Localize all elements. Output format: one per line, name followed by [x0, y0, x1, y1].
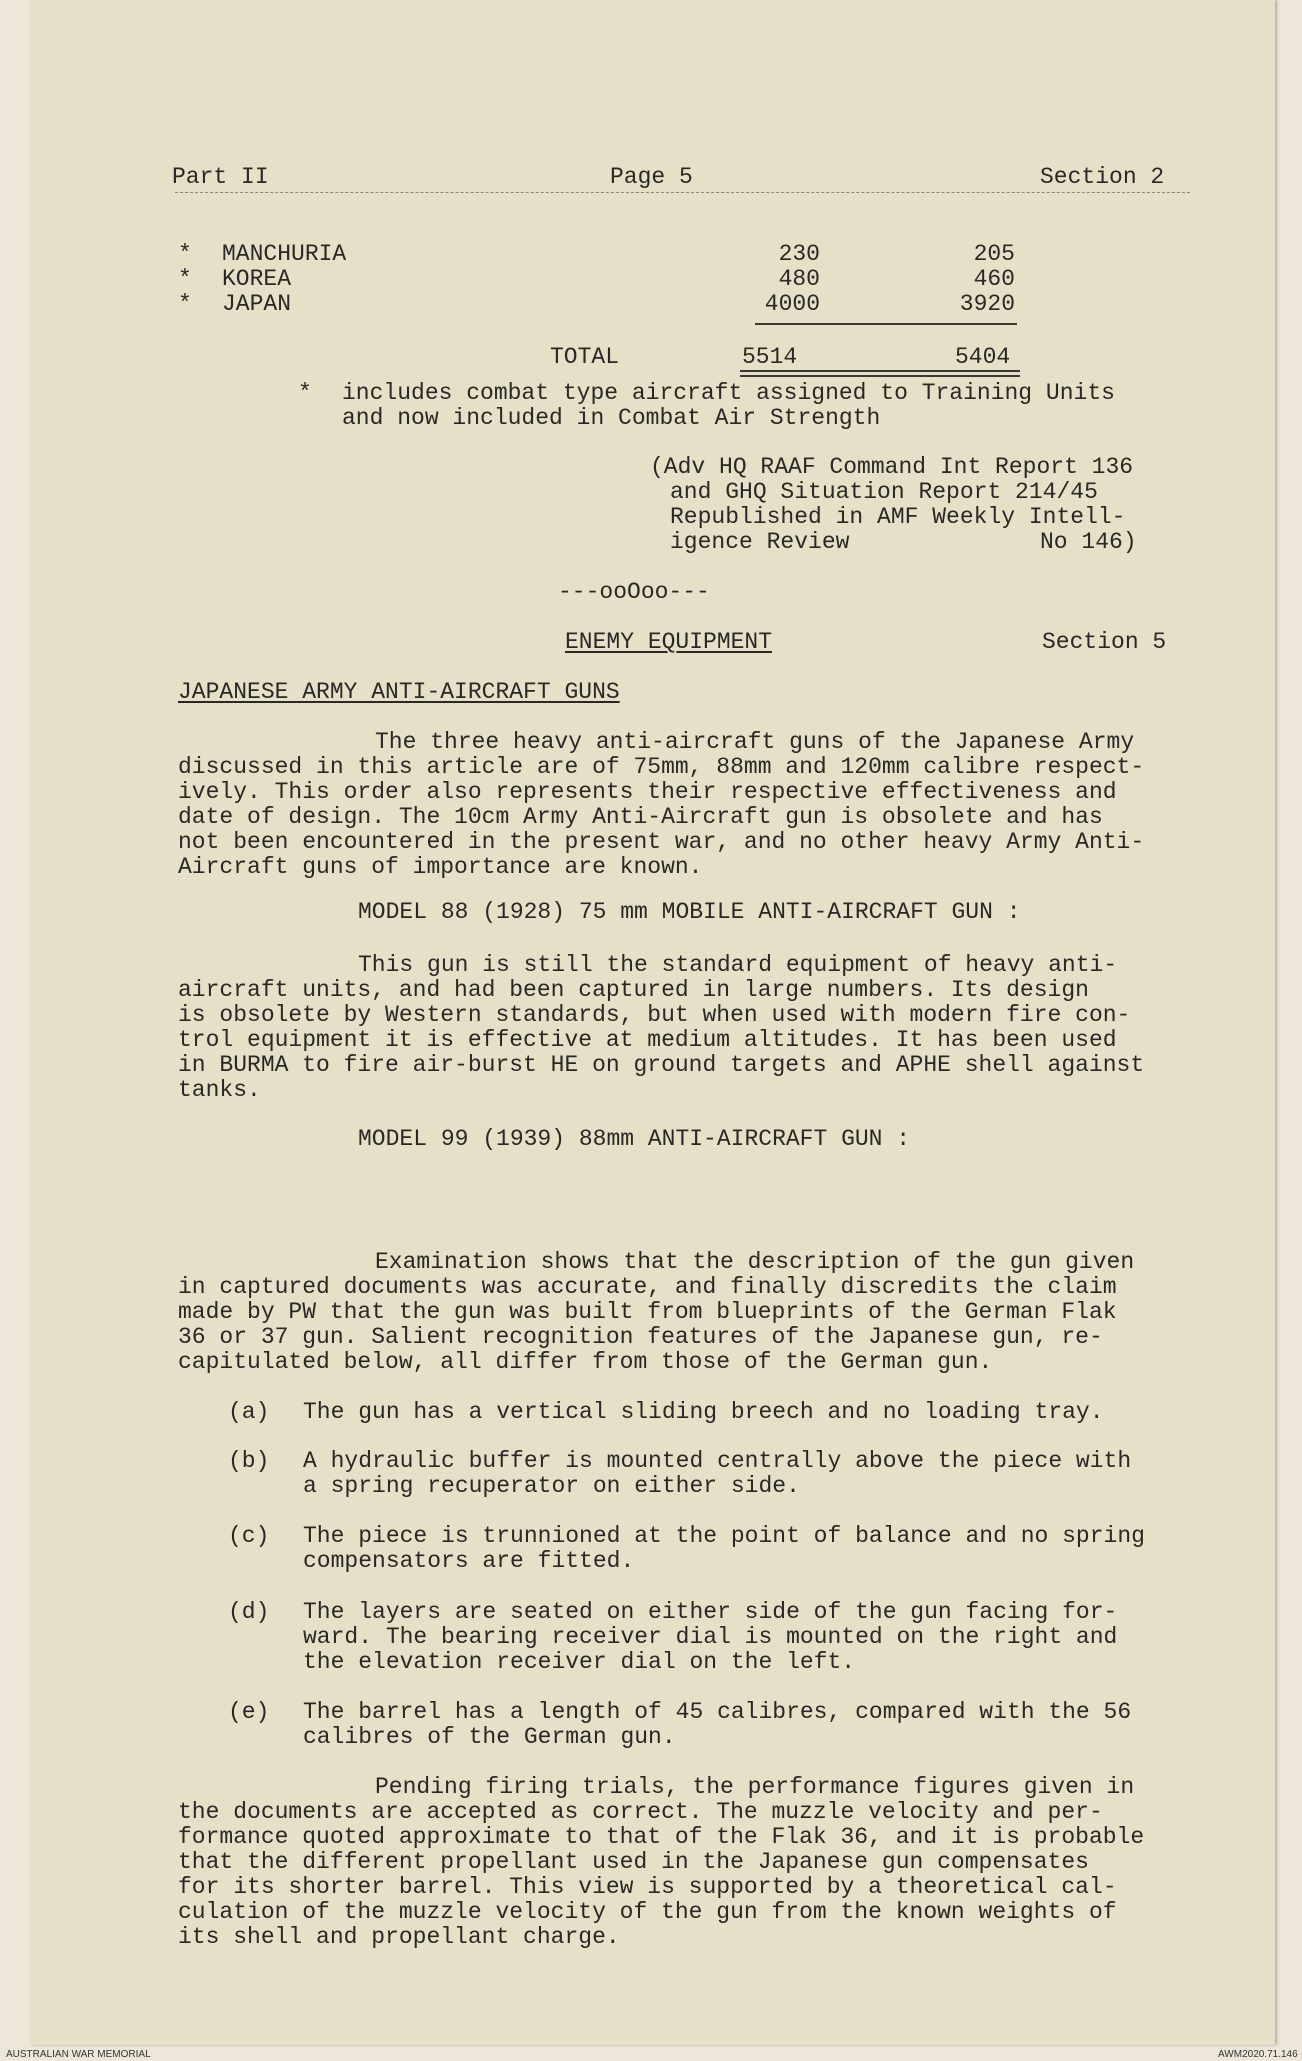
table-row-name: MANCHURIA [222, 241, 347, 267]
model88-line: in BURMA to fire air-burst HE on ground targets and APHE shell against [178, 1052, 1145, 1078]
closing-line: for its shorter barrel. This view is supported by a theoretical cal- [178, 1874, 1117, 1900]
source-ref-line-3: Republished in AMF Weekly Intell- [670, 504, 1126, 530]
closing-line: culation of the muzzle velocity of the gun from the known weights of [178, 1899, 1117, 1925]
table-row-value-2: 205 [973, 241, 1015, 267]
table-row-name: JAPAN [222, 291, 292, 317]
header-part: Part II [172, 164, 269, 190]
source-ref-line-2: and GHQ Situation Report 214/45 [670, 479, 1098, 505]
total-value-2: 5404 [955, 344, 1011, 370]
closing-line: that the different propellant used in the Japanese gun compensates [178, 1849, 1089, 1875]
header-page: Page 5 [610, 164, 693, 190]
intro-line: not been encountered in the present war, and no other heavy Army Anti- [178, 829, 1145, 855]
total-double-rule-1 [740, 370, 1020, 372]
source-ref-line-4b: No 146) [1040, 529, 1137, 555]
feature-label: (b) [228, 1448, 270, 1474]
footer-right: AWM2020.71.146 [1218, 2049, 1298, 2060]
section-separator: ---ooOoo--- [558, 579, 710, 605]
feature-label: (a) [228, 1399, 270, 1425]
section-label: Section 5 [1042, 629, 1167, 655]
feature-line: The gun has a vertical sliding breech and no loading tray. [303, 1399, 1104, 1425]
feature-line: The piece is trunnioned at the point of balance and no spring [303, 1523, 1145, 1549]
feature-line: A hydraulic buffer is mounted centrally above the piece with [303, 1448, 1132, 1474]
table-row-marker: * [178, 266, 192, 292]
header-divider [175, 192, 1190, 193]
feature-label: (d) [228, 1599, 270, 1625]
intro-line: ively. This order also represents their respective effectiveness and [178, 779, 1117, 805]
table-row-marker: * [178, 241, 192, 267]
total-double-rule-2 [740, 375, 1020, 377]
model99-line: 36 or 37 gun. Salient recognition features of the Japanese gun, re- [178, 1324, 1103, 1350]
feature-line: compensators are fitted. [303, 1548, 635, 1574]
intro-line: Aircraft guns of importance are known. [178, 854, 703, 880]
total-label: TOTAL [550, 344, 620, 370]
model99-line: Examination shows that the description of the gun given [375, 1249, 1135, 1275]
footnote-line-1: includes combat type aircraft assigned to Training Units [342, 380, 1115, 406]
feature-line: calibres of the German gun. [303, 1724, 676, 1750]
table-row-value-2: 460 [973, 266, 1015, 292]
closing-line: the documents are accepted as correct. The muzzle velocity and per- [178, 1799, 1103, 1825]
footnote-line-2: and now included in Combat Air Strength [342, 405, 881, 431]
table-row-name: KOREA [222, 266, 292, 292]
model88-line: tanks. [178, 1077, 261, 1103]
source-ref-line-1: (Adv HQ RAAF Command Int Report 136 [650, 454, 1134, 480]
model88-heading: MODEL 88 (1928) 75 mm MOBILE ANTI-AIRCRAFT GUN : [358, 899, 1021, 925]
total-value-1: 5514 [742, 344, 798, 370]
closing-line: formance quoted approximate to that of the Flak 36, and it is probable [178, 1824, 1145, 1850]
model88-line: aircraft units, and had been captured in large numbers. Its design [178, 977, 1089, 1003]
intro-line: The three heavy anti-aircraft guns of the Japanese Army [375, 729, 1135, 755]
table-row-value-2: 3920 [959, 291, 1015, 317]
table-row-value-1: 230 [778, 241, 820, 267]
source-ref-line-4a: igence Review [670, 529, 850, 555]
closing-line: Pending firing trials, the performance figures given in [375, 1774, 1135, 1800]
model99-heading: MODEL 99 (1939) 88mm ANTI-AIRCRAFT GUN : [358, 1126, 911, 1152]
model88-line: trol equipment it is effective at medium altitudes. It has been used [178, 1027, 1117, 1053]
feature-label: (c) [228, 1523, 270, 1549]
footer-left: AUSTRALIAN WAR MEMORIAL [6, 2049, 151, 2060]
table-row-marker: * [178, 291, 192, 317]
model99-line: capitulated below, all differ from those of the German gun. [178, 1349, 993, 1375]
model88-line: This gun is still the standard equipment of heavy anti- [358, 952, 1118, 978]
table-row-value-1: 480 [778, 266, 820, 292]
footnote-marker: * [298, 380, 312, 406]
feature-line: the elevation receiver dial on the left. [303, 1649, 856, 1675]
closing-line: its shell and propellant charge. [178, 1924, 620, 1950]
table-subtotal-rule [755, 323, 1017, 325]
model99-line: in captured documents was accurate, and finally discredits the claim [178, 1274, 1117, 1300]
feature-label: (e) [228, 1699, 270, 1725]
article-title: JAPANESE ARMY ANTI-AIRCRAFT GUNS [178, 679, 620, 705]
feature-line: a spring recuperator on either side. [303, 1473, 800, 1499]
model88-line: is obsolete by Western standards, but when used with modern fire con- [178, 1002, 1131, 1028]
section-heading: ENEMY EQUIPMENT [565, 629, 773, 655]
intro-line: discussed in this article are of 75mm, 88mm and 120mm calibre respect- [178, 754, 1145, 780]
feature-line: ward. The bearing receiver dial is mounted on the right and [303, 1624, 1118, 1650]
table-row-value-1: 4000 [764, 291, 820, 317]
header-section: Section 2 [1040, 164, 1165, 190]
intro-line: date of design. The 10cm Army Anti-Aircraft gun is obsolete and has [178, 804, 1103, 830]
model99-line: made by PW that the gun was built from blueprints of the German Flak [178, 1299, 1117, 1325]
feature-line: The barrel has a length of 45 calibres, compared with the 56 [303, 1699, 1132, 1725]
feature-line: The layers are seated on either side of the gun facing for- [303, 1599, 1118, 1625]
